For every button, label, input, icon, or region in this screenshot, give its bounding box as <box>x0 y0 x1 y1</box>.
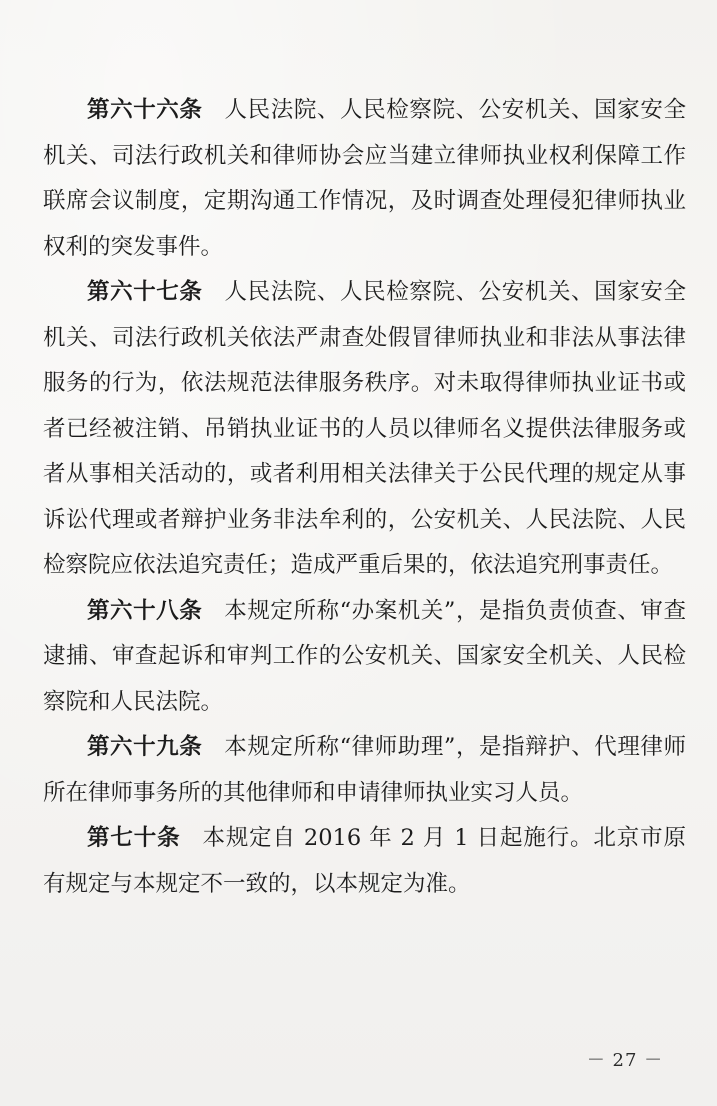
article-text: 人民法院、人民检察院、公安机关、国家安全机关、司法行政机关和律师协会应当建立律师执业权利保障工作联席会议制度，定期沟通工作情况，及时调查处理侵犯律师执业权利的突发事件。 <box>43 97 686 260</box>
page-number: － 27 － <box>586 1050 664 1071</box>
article-67 <box>43 270 686 589</box>
article-69 <box>43 725 686 816</box>
article-text: 本规定所称“办案机关”，是指负责侦查、审查逮捕、审查起诉和审判工作的公安机关、国家安全机关、人民检察院和人民法院。 <box>43 597 686 715</box>
article-68 <box>43 589 686 726</box>
article-text: 本规定自 2016 年 2 月 1 日起施行。北京市原有规定与本规定不一致的，以本规定为准。 <box>43 825 686 897</box>
article-number: 第六十九条 <box>87 734 203 760</box>
article-text: 人民法院、人民检察院、公安机关、国家安全机关、司法行政机关依法严肃查处假冒律师执业和非法从事法律服务的行为，依法规范法律服务秩序。对未取得律师执业证书或者已经被注销、吊销执业证书的人员以律师名义提供法律服务或者从事相关活动的，或者利用相关法律关于公民代理的规定从事诉讼代理或者辩护业务非法牟利的，公安机关、人民法院、人民检察院应依法追究责任；造成严重后果的，依法追究刑事责任。 <box>43 279 686 578</box>
article-66 <box>43 88 686 270</box>
article-number: 第七十条 <box>87 825 181 851</box>
article-text: 本规定所称“律师助理”，是指辩护、代理律师所在律师事务所的其他律师和申请律师执业实习人员。 <box>43 734 686 806</box>
article-number: 第六十八条 <box>87 597 203 624</box>
regulation-body <box>43 88 686 907</box>
article-70 <box>43 816 686 907</box>
article-number: 第六十七条 <box>87 279 203 305</box>
article-number: 第六十六条 <box>87 97 203 123</box>
